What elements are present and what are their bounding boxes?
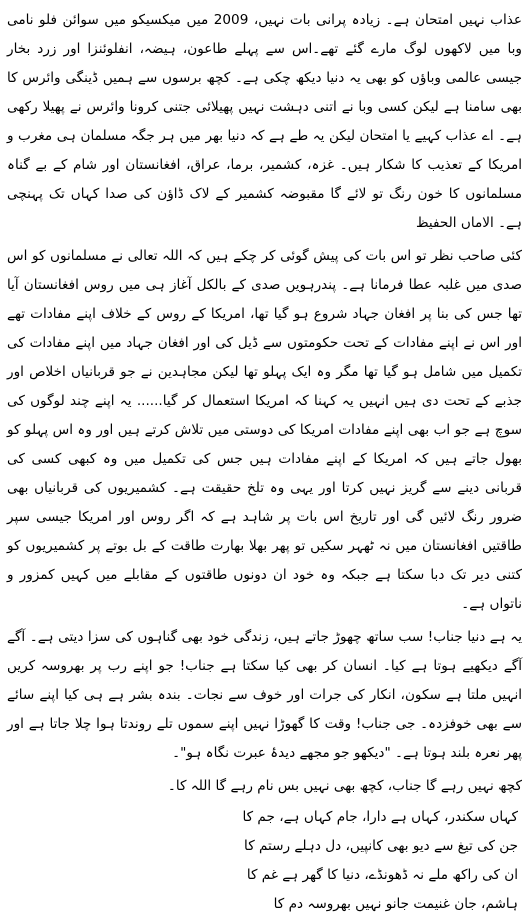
verse-block [7,803,522,919]
paragraph-intro: عذاب نہیں امتحان ہے۔ زیادہ پرانی بات نہیں، 2009 میں میکسیکو میں سوائن فلو نامی وبا میں لاکھوں لوگ مارے گئے تھے۔اس سے پہلے طاعون، ہیضہ، انفلوئنزا اور زرد بخار جیسی عالمی وباؤں کو بھی یہ دنیا دیکھ چکی ہے۔ کچھ برسوں سے ہمیں ڈینگی وائرس کا بھی سامنا ہے لیکن کسی وبا نے اتنی دہشت نہیں پھیلائی جتنی کرونا وائرس نے پھیلا رکھی ہے۔ اے عذاب کہیے یا امتحان لیکن یہ طے ہے کہ دنیا بھر میں ہر جگہ مسلمان ہی مغرب و امریکا کے تعذیب کا شکار ہیں۔ غزہ، کشمیر، برما، عراق، افغانستان اور شام کے بے گناہ مسلمانوں کا خون رنگ تو لائے گا مقبوضہ کشمیر کے لاک ڈاؤن کی صدا کہاں تک پہنچی ہے۔ الاماں الحفیظ [7,12,522,231]
paragraph-prophecy: کئی صاحب نظر تو اس بات کی پیش گوئی کر چکے ہیں کہ اللہ تعالی نے مسلمانوں کو اس صدی میں غلبہ عطا فرمانا ہے۔ پندرہویں صدی کے بالکل آغاز ہی میں روس افغانستان آیا تھا جس کی بنا پر افغان جہاد شروع ہو گیا تھا، امریکا کے روس کے خلاف اپنے مفادات تھے اور اس نے اپنے مفادات کے تحت حکومتوں سے ڈیل کی اور افغان جہاد میں اپنے مفادات کی تکمیل میں شامل ہو گیا تھا مگر وہ ایک پہلو تھا لیکن مجاہدین نے جو قربانیاں اخلاص اور جذبے کے تحت دی ہیں انہیں یہ کہنا کہ امریکا استعمال کر گیا...... یہ اپنے چند لوگوں کی سوچ ہے جو اب بھی اپنے مفادات امریکا کی دوستی میں تلاش کرتے ہیں اور وہ اس پہلو کو بھول جاتے ہیں کہ امریکا کے اپنے مفادات ہیں جس کی تکمیل میں وہ کبھی کسی کی قربانی دینے سے گریز نہیں کرتا اور یہی وہ تلخ حقیقت ہے۔ کشمیریوں کی قربانیاں بھی ضرور رنگ لائیں گی اور تاریخ اس بات پر شاہد ہے کہ اگر روس اور امریکا جیسی سپر طاقتیں افغانستان میں نہ ٹھہر سکیں تو پھر بھلا بھارت طاقت کے بل بوتے پر کشمیریوں کو کتنی دیر تک دبا سکتا ہے جبکہ وہ خود ان دونوں طاقتوں کے مقابلے میں کہیں کمزور و ناتواں ہے۔ [7,248,522,612]
paragraph-closing: کچھ نہیں رہے گا جناب، کچھ بھی نہیں بس نام رہے گا اللہ کا۔ [167,778,522,794]
verse-line: ان کی راکھ ملے نہ ڈھونڈے، دنیا کا گھر ہے غم کا [246,867,518,883]
verse-line: جن کی تیغ سے دیو بھی کانپیں، دل دہلے رستم کا [244,838,518,854]
verse-line: ہاشم، جان غنیمت جانو نہیں بھروسہ دم کا [273,896,518,912]
paragraph-world: یہ ہے دنیا جناب! سب ساتھ چھوڑ جاتے ہیں، زندگی خود بھی گناہوں کی سزا دیتی ہے۔ آگے آگے دیکھیے ہوتا ہے کیا۔ انسان کر بھی کیا سکتا ہے جناب! جو اپنے رب پر بھروسہ کریں انہیں ملتا ہے سکون، انکار کی جرات اور خوف سے نجات۔ بندہ بشر ہے ہی کیا اپنے سائے سے بھی خوفزدہ۔ جی جناب! وقت کا گھوڑا نہیں اپنے سموں تلے روندتا ہوا چلا جاتا ہے اور پھر نعرہ بلند ہوتا ہے۔ "دیکھو جو مجھے دیدۂ عبرت نگاہ ہو"۔ [7,629,522,761]
verse-line: کہاں سکندر، کہاں ہے دارا، جام کہاں ہے، جم کا [242,809,518,825]
